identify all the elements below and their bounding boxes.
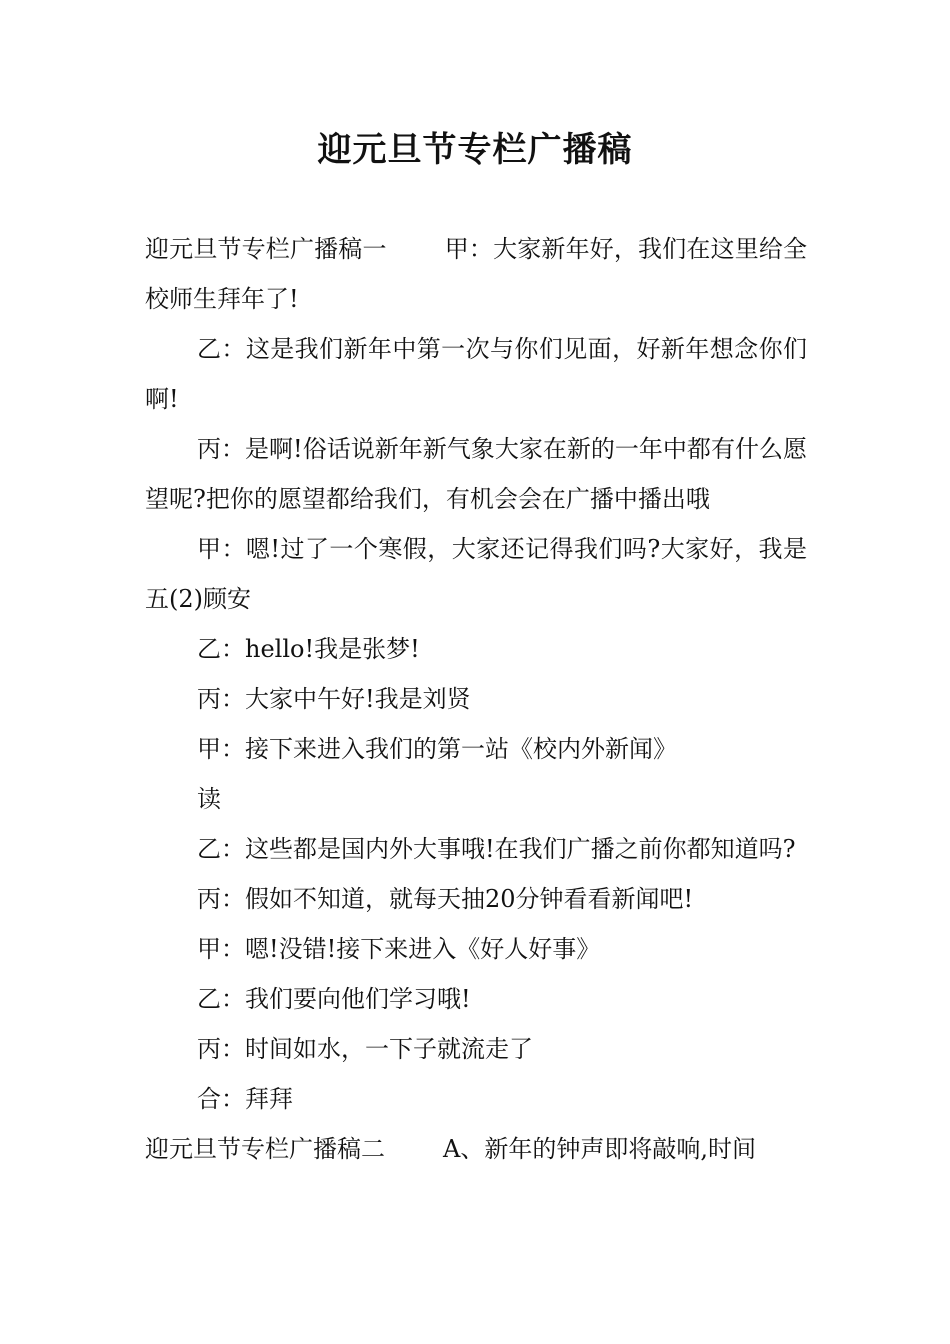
dialogue-line: 甲：嗯!没错!接下来进入《好人好事》 <box>197 935 601 963</box>
dialogue-line: 甲：接下来进入我们的第一站《校内外新闻》 <box>197 735 677 763</box>
dialogue-line: 丙：假如不知道，就每天抽20分钟看看新闻吧! <box>197 885 694 913</box>
dialogue-line: 丙：大家中午好!我是刘贤 <box>197 685 471 713</box>
dialogue-line: 乙：我们要向他们学习哦! <box>197 985 471 1013</box>
dialogue-line: 丙：时间如水，一下子就流走了 <box>197 1035 533 1063</box>
dialogue-line: 合：拜拜 <box>197 1085 293 1113</box>
dialogue-line: 甲：嗯!过了一个寒假，大家还记得我们吗?大家好，我是五(2)顾安 <box>145 535 807 613</box>
section-1-first-line: 甲：大家新年好，我们在这里给全校师生拜年了! <box>145 235 808 313</box>
document-title: 迎元旦节专栏广播稿 <box>317 130 633 170</box>
section-1-opening <box>145 224 807 324</box>
dialogue-line: 乙：这些都是国内外大事哦!在我们广播之前你都知道吗? <box>197 835 796 863</box>
section-2-heading: 迎元旦节专栏广播稿二 <box>145 1135 385 1163</box>
dialogue-line: 乙：这是我们新年中第一次与你们见面，好新年想念你们啊! <box>145 335 807 413</box>
section-2-first-line: A、新年的钟声即将敲响,时间 <box>443 1135 756 1163</box>
section-2-opening <box>145 1124 807 1174</box>
section-1-heading: 迎元旦节专栏广播稿一 <box>145 235 387 263</box>
dialogue-line: 读 <box>197 785 221 813</box>
dialogue-line: 丙：是啊!俗话说新年新气象大家在新的一年中都有什么愿望呢?把你的愿望都给我们，有机会会在广播中播出哦 <box>145 435 807 513</box>
dialogue-line: 乙：hello!我是张梦! <box>197 635 420 663</box>
document-body <box>145 224 807 1174</box>
